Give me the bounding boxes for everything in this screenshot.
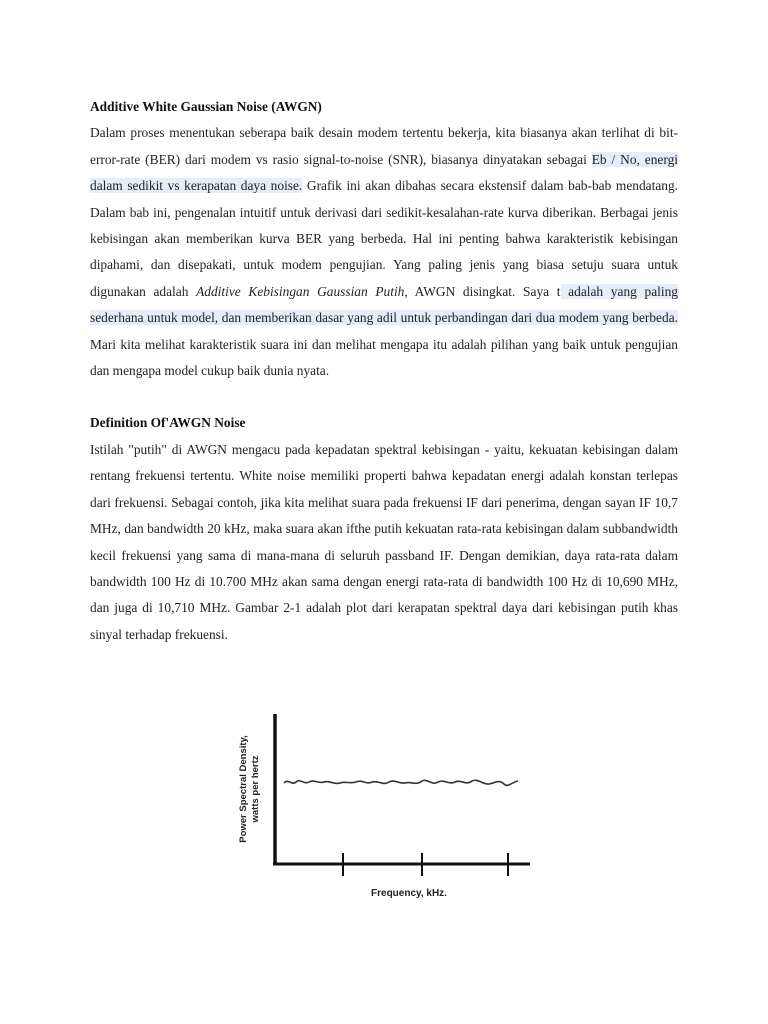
noise-psd-line [284, 780, 518, 785]
highlighted-text: adalah yang paling sederhana untuk model, dan memberikan dasar yang adil untuk perbandingan dari dua modem yang berbeda. [90, 283, 678, 326]
paragraph-text-run: Dalam proses menentukan seberapa baik desain modem tertentu bekerja, kita biasanya akan terlihat di bit-error-rate (BER) dari modem vs rasio signal-to-noise (SNR), biasanya dinyatakan sebagai [90, 125, 678, 167]
x-axis-label: Frequency, kHz. [371, 888, 447, 899]
paragraph-awgn-definition: Istilah "putih" di AWGN mengacu pada kepadatan spektral kebisingan - yaitu, kekuatan kebisingan dalam rentang frekuensi tertentu. White noise memiliki properti bahwa kepadatan energi adalah konstan terlepas dari frekuensi. Sebagai contoh, jika kita melihat suara pada frekuensi IF dari penerima, dengan sayan IF 10,7 MHz, dan bandwidth 20 kHz, maka suara akan ifthe putih kekuatan rata-rata kebisingan dalam subbandwidth kecil frekuensi yang sama di mana-mana di seluruh passband IF. Dengan demikian, daya rata-rata dalam bandwidth 100 Hz di 10.700 MHz akan sama dengan energi rata-rata di bandwidth 100 Hz di 10,690 MHz, dan juga di 10,710 MHz. Gambar 2-1 adalah plot dari kerapatan spektral daya dari kebisingan putih khas sinyal terhadap frekuensi. [90, 441, 678, 642]
paragraph-awgn-intro [90, 120, 678, 384]
italic-term: Additive Kebisingan Gaussian Putih, [196, 283, 408, 299]
paragraph-text-run: AWGN disingkat. Saya t [407, 283, 561, 299]
section-heading-awgn: Additive White Gaussian Noise (AWGN) [90, 99, 322, 114]
highlighted-text: Eb / No, energi dalam sedikit vs kerapatan daya noise. [90, 151, 678, 194]
y-axis-label-line1: Power Spectral Density, [238, 735, 249, 843]
paragraph-spacer [90, 384, 678, 410]
paragraph-text-run: Mari kita melihat karakteristik suara ini dan melihat mengapa itu adalah pilihan yang baik untuk pengujian dan mengapa model cukup baik dunia nyata. [90, 336, 678, 379]
figure-psd-plot [232, 706, 536, 902]
psd-plot-svg [232, 706, 536, 902]
document-body [90, 94, 678, 648]
paragraph-text-run: Grafik ini akan dibahas secara ekstensif dalam bab-bab mendatang. Dalam bab ini, pengenalan intuitif untuk derivasi dari sedikit-kesalahan-rate kurva diberikan. Berbagai jenis kebisingan akan memberikan kurva BER yang berbeda. Hal ini penting bahwa karakteristik kebisingan dipahami, dan disepakati, untuk modem pengujian. Yang paling jenis yang biasa setuju suara untuk digunakan adalah [90, 178, 678, 299]
y-axis-label-line2: watts per hertz [250, 755, 261, 823]
section-heading-definition: Definition Of'AWGN Noise [90, 415, 246, 431]
